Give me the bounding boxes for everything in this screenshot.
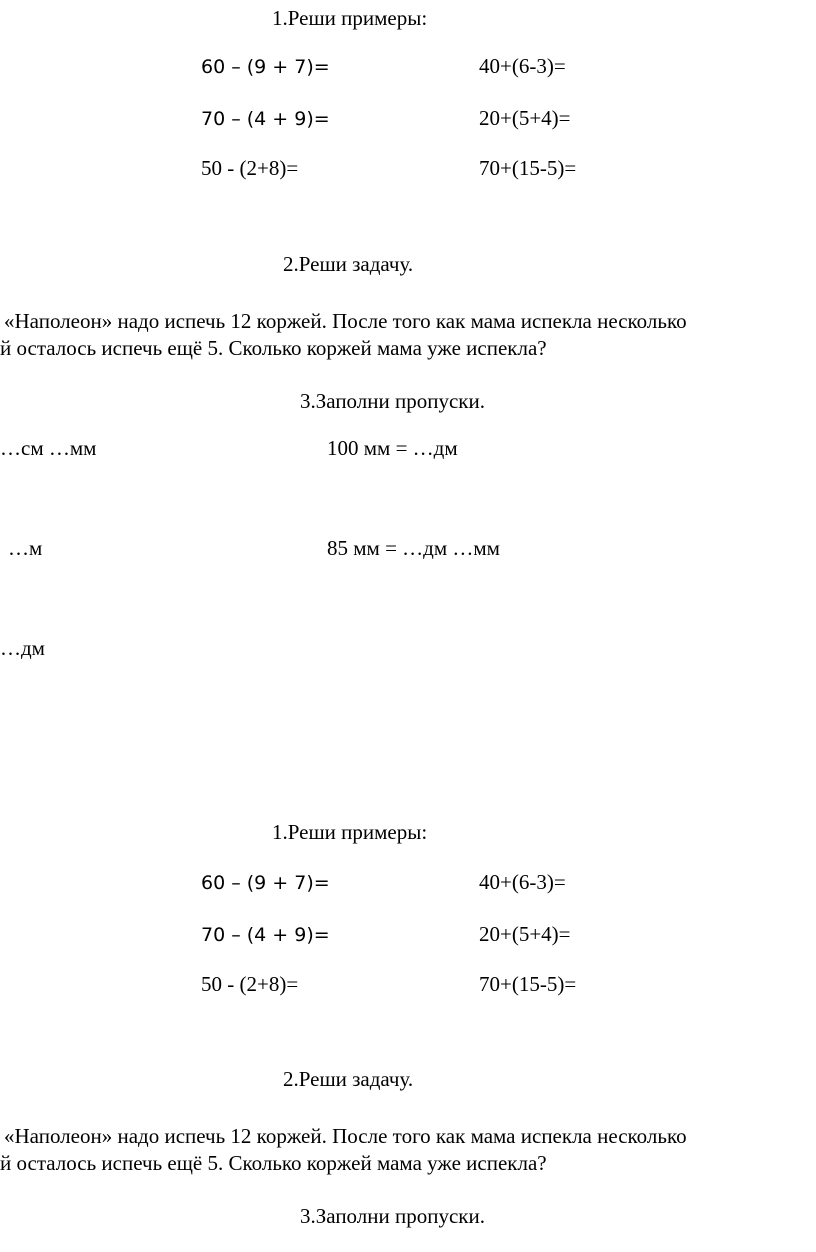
- fill-right-2: 85 мм = …дм …мм: [327, 536, 500, 560]
- example-right-1: 40+(6-3)=: [479, 870, 566, 894]
- example-left-1: 60 – (9 + 7)=: [201, 872, 330, 894]
- problem-text-line-2: й осталось испечь ещё 5. Сколько коржей мама уже испекла?: [0, 1151, 547, 1175]
- task2-title: 2.Реши задачу.: [283, 1067, 414, 1091]
- example-left-2: 70 – (4 + 9)=: [201, 924, 330, 946]
- fill-left-3: …дм: [0, 636, 45, 660]
- example-left-3: 50 - (2+8)=: [201, 972, 299, 996]
- example-right-3: 70+(15-5)=: [479, 156, 577, 180]
- fill-left-1: …см …мм: [0, 436, 97, 460]
- problem-text-line-2: й осталось испечь ещё 5. Сколько коржей мама уже испекла?: [0, 336, 547, 360]
- task1-title: 1.Реши примеры:: [272, 820, 428, 844]
- example-right-2: 20+(5+4)=: [479, 922, 571, 946]
- problem-text-line-1: «Наполеон» надо испечь 12 коржей. После того как мама испекла несколько: [4, 1124, 687, 1148]
- task2-title: 2.Реши задачу.: [283, 252, 414, 276]
- fill-left-2: …м: [8, 536, 43, 560]
- problem-text-line-1: «Наполеон» надо испечь 12 коржей. После того как мама испекла несколько: [4, 309, 687, 333]
- example-right-3: 70+(15-5)=: [479, 972, 577, 996]
- example-left-3: 50 - (2+8)=: [201, 156, 299, 180]
- task3-title: 3.Заполни пропуски.: [300, 1204, 485, 1228]
- task3-title: 3.Заполни пропуски.: [300, 389, 485, 413]
- fill-right-1: 100 мм = …дм: [327, 436, 458, 460]
- task1-title: 1.Реши примеры:: [272, 6, 428, 30]
- example-right-2: 20+(5+4)=: [479, 106, 571, 130]
- example-left-1: 60 – (9 + 7)=: [201, 56, 330, 78]
- example-right-1: 40+(6-3)=: [479, 54, 566, 78]
- example-left-2: 70 – (4 + 9)=: [201, 108, 330, 130]
